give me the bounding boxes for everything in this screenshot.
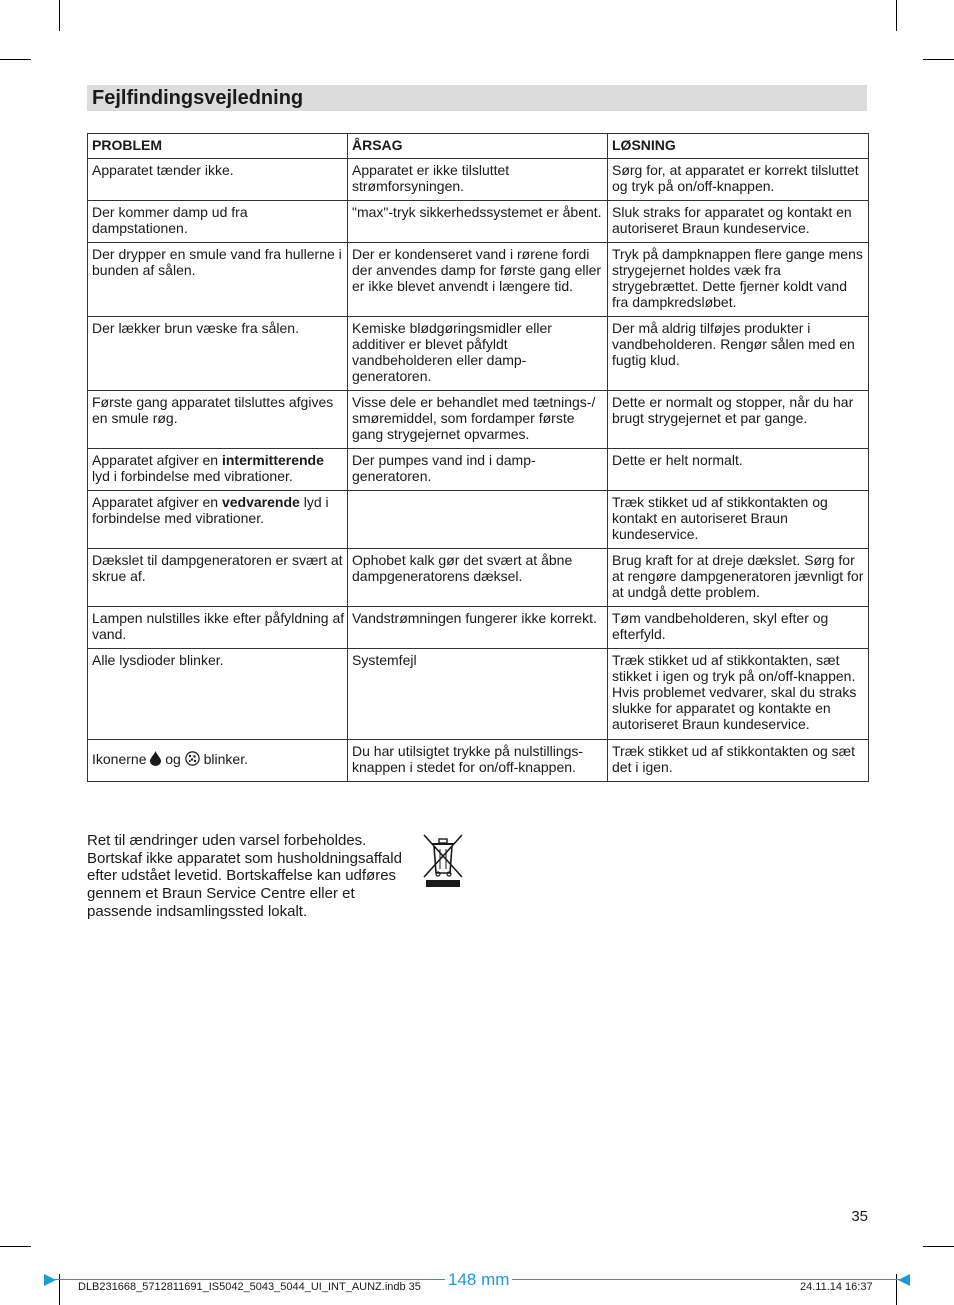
problem-text: lyd i forbindelse med vibrationer. <box>92 468 293 484</box>
solution-cell: Træk stikket ud af stikkontakten og sæt det i igen. <box>608 740 869 782</box>
disposal-note: Ret til ændringer uden varsel forbeholdes. Bortskaf ikke apparatet som husholdningsaffald efter udstået levetid. Bortskaffelse kan udføres gennem et Braun Service Centre eller et passende indsamlingssted lokalt. <box>87 832 402 920</box>
weee-bin-icon <box>422 833 464 889</box>
crop-mark <box>896 0 897 31</box>
title-bar <box>87 85 867 111</box>
problem-cell: Der drypper en smule vand fra hullerne i bunden af sålen. <box>88 243 348 317</box>
problem-cell: Apparatet tænder ikke. <box>88 159 348 201</box>
table-header-row <box>88 134 869 159</box>
solution-cell: Der må aldrig tilføjes produkter i vandbeholderen. Rengør sålen med en fugtig klud. <box>608 317 869 391</box>
crop-mark <box>0 59 31 60</box>
table-row <box>88 449 869 491</box>
problem-text: lyd i forbindelse med vibrationer. <box>92 494 329 526</box>
header-cause: ÅRSAG <box>348 134 608 159</box>
footer-timestamp: 24.11.14 16:37 <box>800 1281 873 1293</box>
problem-emphasis: vedvarende <box>221 494 300 510</box>
troubleshooting-table <box>87 133 869 782</box>
problem-text: og <box>161 751 185 767</box>
crop-mark <box>923 1246 954 1247</box>
header-solution: LØSNING <box>608 134 869 159</box>
solution-cell: Tøm vandbeholderen, skyl efter og efterfyld. <box>608 607 869 649</box>
solution-cell: Dette er helt normalt. <box>608 449 869 491</box>
crop-mark <box>59 0 60 31</box>
cause-cell <box>348 491 608 549</box>
table-row <box>88 740 869 782</box>
cause-cell: Der er kondenseret vand i rørene fordi der anvendes damp for første gang eller er ikke blevet anvendt i længere tid. <box>348 243 608 317</box>
cause-cell: "max"-tryk sikkerhedssystemet er åbent. <box>348 201 608 243</box>
solution-cell: Sørg for, at apparatet er korrekt tilsluttet og tryk på on/off-knappen. <box>608 159 869 201</box>
solution-cell: Sluk straks for apparatet og kontakt en autoriseret Braun kundeservice. <box>608 201 869 243</box>
cause-cell: Der pumpes vand ind i damp-generatoren. <box>348 449 608 491</box>
arrow-left-icon <box>898 1274 910 1286</box>
table-row <box>88 391 869 449</box>
solution-cell: Træk stikket ud af stikkontakten, sæt stikket i igen og tryk på on/off-knappen. Hvis problemet vedvarer, skal du straks slukke for apparatet og kontakte en autoriseret Braun kundeservice. <box>608 649 869 740</box>
problem-cell: Der kommer damp ud fra dampstationen. <box>88 201 348 243</box>
problem-cell <box>88 740 348 782</box>
table-row <box>88 649 869 740</box>
arrow-right-icon <box>44 1274 56 1286</box>
cause-cell: Kemiske blødgøringsmidler eller additiver er blevet påfyldt vandbeholderen eller damp-generatoren. <box>348 317 608 391</box>
descale-icon <box>185 751 200 766</box>
problem-emphasis: intermitterende <box>221 452 324 468</box>
table-row <box>88 607 869 649</box>
page-number: 35 <box>851 1208 868 1225</box>
cause-cell: Ophobet kalk gør det svært at åbne dampgeneratorens dæksel. <box>348 549 608 607</box>
problem-text: Apparatet afgiver en <box>92 494 222 510</box>
problem-cell <box>88 491 348 549</box>
cause-cell: Vandstrømningen fungerer ikke korrekt. <box>348 607 608 649</box>
problem-text: Ikonerne <box>92 751 151 767</box>
problem-cell: Der lækker brun væske fra sålen. <box>88 317 348 391</box>
dimension-label: 148 mm <box>445 1270 512 1290</box>
cause-cell: Apparatet er ikke tilsluttet strømforsyningen. <box>348 159 608 201</box>
solution-cell: Tryk på dampknappen flere gange mens strygejernet holdes væk fra strygebrættet. Dette fjerner koldt vand fra dampkredsløbet. <box>608 243 869 317</box>
solution-cell: Brug kraft for at dreje dækslet. Sørg for at rengøre dampgeneratoren jævnligt for at undgå dette problem. <box>608 549 869 607</box>
water-drop-icon <box>150 751 161 766</box>
table-row <box>88 317 869 391</box>
cause-cell: Visse dele er behandlet med tætnings-/ smøremiddel, som fordamper første gang strygejernet opvarmes. <box>348 391 608 449</box>
table-row <box>88 159 869 201</box>
problem-cell: Lampen nulstilles ikke efter påfyldning af vand. <box>88 607 348 649</box>
problem-cell: Alle lysdioder blinker. <box>88 649 348 740</box>
table-row <box>88 491 869 549</box>
solution-cell: Træk stikket ud af stikkontakten og kontakt en autoriseret Braun kundeservice. <box>608 491 869 549</box>
cause-cell: Systemfejl <box>348 649 608 740</box>
solution-cell: Dette er normalt og stopper, når du har brugt strygejernet et par gange. <box>608 391 869 449</box>
cause-cell: Du har utilsigtet trykke på nulstillings-knappen i stedet for on/off-knappen. <box>348 740 608 782</box>
problem-cell: Dækslet til dampgeneratoren er svært at skrue af. <box>88 549 348 607</box>
page-title: Fejlfindingsvejledning <box>92 87 304 109</box>
table-row <box>88 201 869 243</box>
problem-cell: Første gang apparatet tilsluttes afgives en smule røg. <box>88 391 348 449</box>
crop-mark <box>923 59 954 60</box>
problem-text: Apparatet afgiver en <box>92 452 222 468</box>
footer-file-info: DLB231668_5712811691_IS5042_5043_5044_UI_INT_AUNZ.indb 35 <box>78 1281 421 1293</box>
header-problem: PROBLEM <box>88 134 348 159</box>
crop-mark <box>0 1246 31 1247</box>
problem-text: blinker. <box>199 751 248 767</box>
table-row <box>88 243 869 317</box>
problem-cell <box>88 449 348 491</box>
table-row <box>88 549 869 607</box>
